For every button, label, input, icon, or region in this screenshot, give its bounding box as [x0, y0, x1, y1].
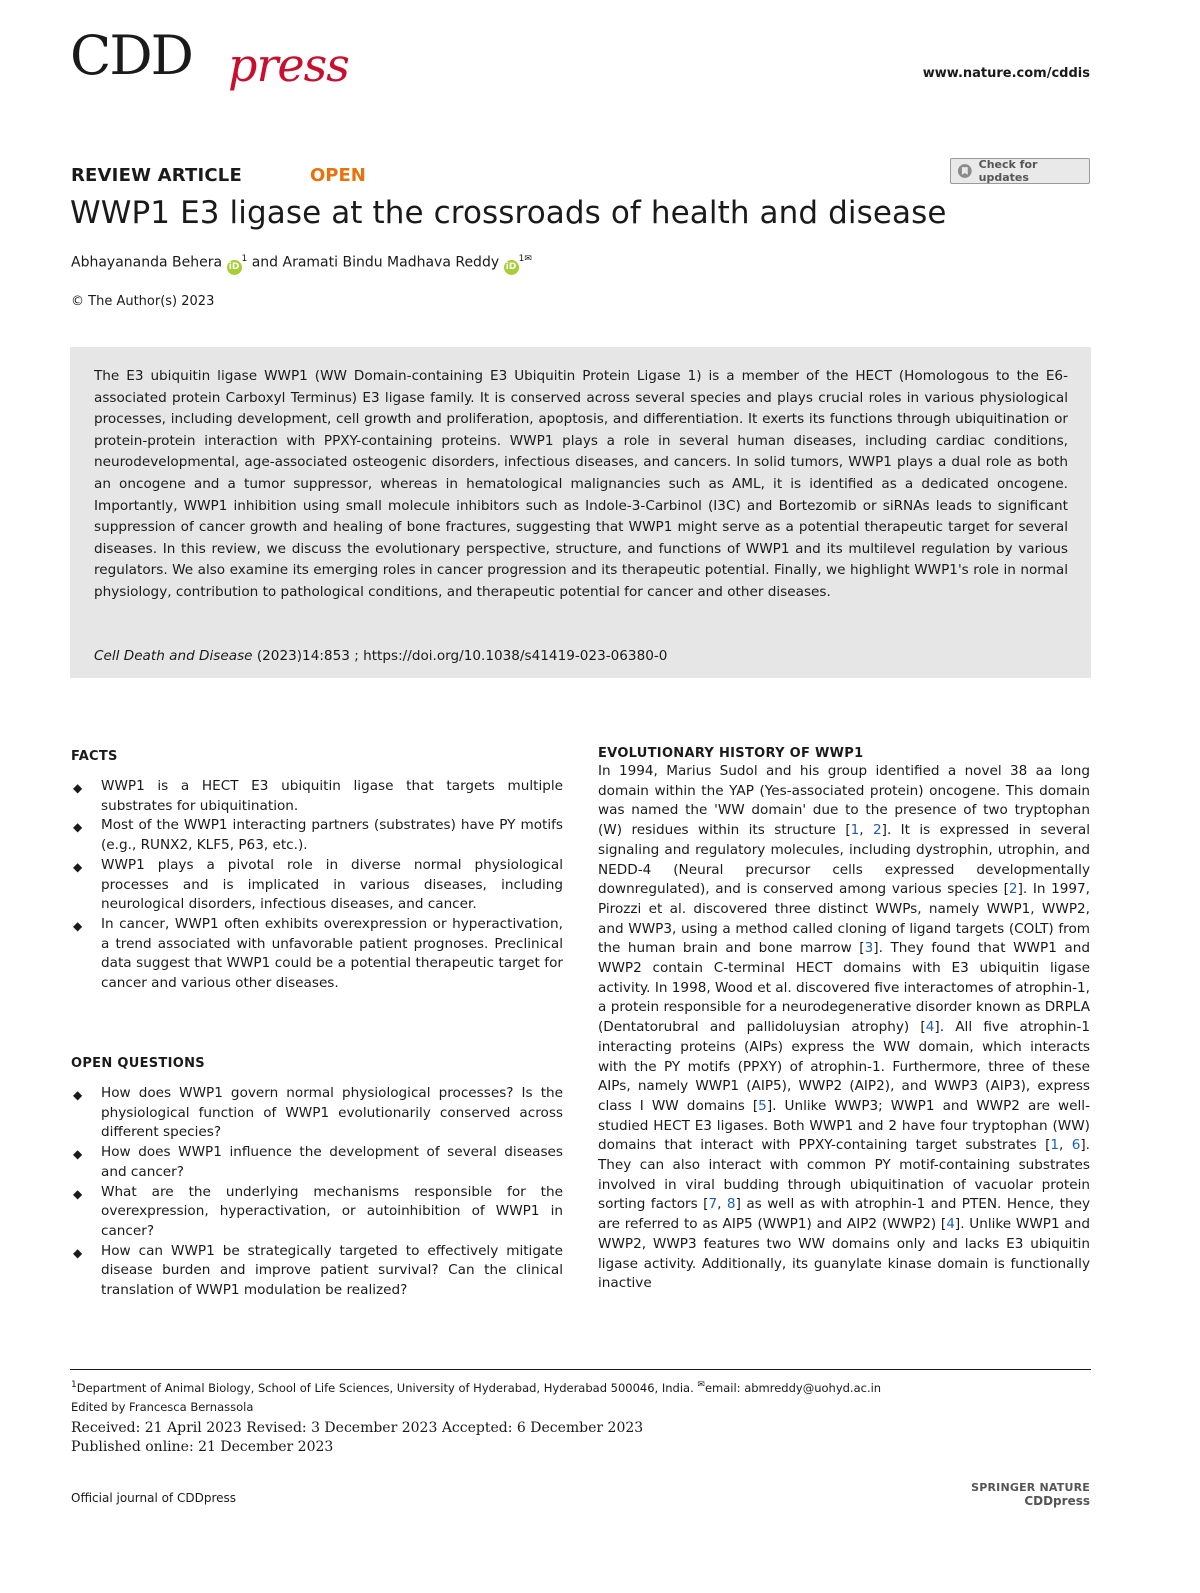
edited-by: Edited by Francesca Bernassola: [71, 1399, 254, 1414]
cddpress-footer-text: CDDpress: [1024, 1494, 1090, 1508]
reference-link[interactable]: 2: [873, 822, 882, 839]
citation-journal: Cell Death and Disease: [94, 648, 253, 664]
reference-link[interactable]: 1: [1050, 1137, 1060, 1154]
open-questions-section: [71, 1056, 563, 1301]
orcid-icon[interactable]: iD: [227, 260, 242, 275]
author-separator: and: [251, 254, 283, 271]
reference-link[interactable]: 7: [708, 1196, 718, 1213]
list-item-text: What are the underlying mechanisms responsible for the overexpression, hyperactivation, or autoinhibition of WWP1 in cancer?: [101, 1183, 563, 1239]
author-list: [71, 254, 532, 275]
list-item-text: WWP1 is a HECT E3 ubiquitin ligase that targets multiple substrates for ubiquitination.: [101, 778, 563, 814]
abstract-text: The E3 ubiquitin ligase WWP1 (WW Domain-containing E3 Ubiquitin Protein Ligase 1) is a member of the HECT (Homologous to the E6-associated protein Carboxyl Terminus) E3 ligase family. It is conserved across several species and plays crucial roles in various physiological processes, including development, cell growth and proliferation, apoptosis, and differentiation. It exerts its functions through ubiquitination or protein-protein interaction with PPXY-containing proteins. WWP1 plays a role in several human diseases, including cardiac conditions, neurodevelopmental, age-associated osteogenic disorders, infectious diseases, and cancers. In solid tumors, WWP1 plays a dual role as both an oncogene and a tumor suppressor, whereas in hematological malignancies such as AML, it is identified as a dedicated oncogene. Importantly, WWP1 inhibition using small molecule inhibitors such as Indole-3-Carbinol (I3C) and Bortezomib or siRNAs leads to significant suppression of cancer growth and healing of bone fractures, suggesting that WWP1 might serve as a potential therapeutic target for several diseases. In this review, we discuss the evolutionary perspective, structure, and functions of WWP1 and its multilevel regulation by various regulators. We also examine its emerging roles in cancer progression and its therapeutic potential. Finally, we highlight WWP1's role in normal physiology, contribution to pathological conditions, and therapeutic potential for cancer and other diseases.: [94, 368, 1068, 600]
list-item: [71, 856, 563, 915]
list-item: [71, 816, 563, 855]
affiliation-text: Department of Animal Biology, School of Life Sciences, University of Hyderabad, Hyderabad 500046, India.: [76, 1380, 698, 1395]
copyright-notice: © The Author(s) 2023: [71, 294, 215, 309]
published-date: Published online: 21 December 2023: [71, 1439, 334, 1455]
bullet-icon: ◆: [73, 1245, 83, 1260]
bullet-icon: ◆: [73, 1186, 83, 1201]
list-item: [71, 777, 563, 816]
evolutionary-history-section: [598, 746, 1090, 1294]
affiliation-footnote: [71, 1376, 881, 1417]
article-title: WWP1 E3 ligase at the crossroads of health and disease: [70, 195, 947, 231]
check-for-updates-button[interactable]: [950, 158, 1090, 184]
list-item-text: How can WWP1 be strategically targeted to effectively mitigate disease burden and improve patient survival? Can the clinical translation of WWP1 modulation be realized?: [101, 1242, 563, 1299]
open-access-label: OPEN: [310, 165, 366, 186]
bullet-icon: ◆: [73, 1088, 83, 1102]
email-envelope-icon[interactable]: ✉: [524, 254, 532, 264]
bullet-icon: ◆: [73, 918, 83, 933]
bullet-icon: ◆: [73, 820, 83, 835]
list-item-text: How does WWP1 govern normal physiological processes? Is the physiological function of WWP1 evolutionarily conserved across different species?: [101, 1085, 563, 1141]
springer-nature-text: SPRINGER NATURE: [971, 1481, 1090, 1494]
list-item: [71, 1183, 563, 1242]
questions-list: [71, 1084, 563, 1301]
received-dates: Received: 21 April 2023 Revised: 3 December 2023 Accepted: 6 December 2023: [71, 1420, 644, 1436]
reference-link[interactable]: 8: [726, 1196, 736, 1213]
check-for-updates-label: Check for updates: [978, 158, 1038, 184]
author-affiliation-sup: 1: [241, 254, 248, 264]
affiliation-sup: 1: [71, 1380, 77, 1390]
reference-link[interactable]: 3: [864, 940, 874, 957]
bullet-icon: ◆: [73, 859, 83, 874]
reference-link[interactable]: 1: [850, 822, 860, 839]
reference-link[interactable]: 5: [758, 1097, 767, 1114]
list-item-text: In cancer, WWP1 often exhibits overexpression or hyperactivation, a trend associated with unfavorable patient prognoses. Preclinical data suggest that WWP1 could be a potential therapeutic target for cancer and various other diseases.: [101, 915, 563, 992]
footer-divider: [70, 1369, 1091, 1370]
list-item-text: WWP1 plays a pivotal role in diverse normal physiological processes and is implicated in various diseases, including neurological disorders, infectious diseases, and cancer.: [101, 856, 563, 913]
reference-link[interactable]: 4: [925, 1019, 935, 1036]
author-email[interactable]: email: abmreddy@uohyd.ac.in: [704, 1380, 882, 1395]
facts-heading: FACTS: [71, 749, 118, 764]
list-item: [71, 1242, 563, 1301]
facts-section: [71, 749, 563, 994]
facts-list: [71, 777, 563, 994]
logo-cdd-text: CDD: [70, 24, 192, 87]
reference-link[interactable]: 6: [1071, 1137, 1081, 1154]
evolution-paragraph: In 1994, Marius Sudol and his group identified a novel 38 aa long domain within the YAP (Yes-associated protein) oncogene. This domain was named the 'WW domain' due to the presence of two tryptophan (W) residues within its structure [1, 2]. It is expressed in several signaling and regulatory molecules, including dystrophin, utrophin, and NEDD-4 (Neural precursor cells expressed developmentally downregulated), and is conserved among various species [2]. In 1997, Pirozzi et al. discovered three distinct WWPs, namely WWP1, WWP2, and WWP3, using a method called cloning of ligand targets (COLT) from the human brain and bone marrow [3]. They found that WWP1 and WWP2 contain C-terminal HECT domains with E3 ubiquitin ligase activity. In 1998, Wood et al. discovered five interactomes of atrophin-1, a protein responsible for a neurodegenerative disorder known as DRPLA (Dentatorubral and pallidoluysian atrophy) [4]. All five atrophin-1 interacting proteins (AIPs) express the WW domain, which interacts with the PY motifs (PPXY) of atrophin-1. Furthermore, three of these AIPs, namely WWP1 (AIP5), WWP2 (AIP2), and WWP3 (AIP3), express class I WW domains [5]. Unlike WWP3; WWP1 and WWP2 are well-studied HECT E3 ligases. Both WWP1 and 2 have four tryptophan (WW) domains that interact with PPXY-containing target substrates [1, 6]. They can also interact with common PY motif-containing substrates involved in viral budding through ubiquitination of vacuolar protein sorting factors [7, 8] as well as with atrophin-1 and PTEN. Hence, they are referred to as AIP5 (WWP1) and AIP2 (WWP2) [4]. Unlike WWP1 and WWP2, WWP3 features two WW domains only and lacks E3 ubiquitin ligase activity. Additionally, its guanylate kinase domain is functionally inactive: [598, 763, 1090, 1292]
list-item-text: Most of the WWP1 interacting partners (substrates) have PY motifs (e.g., RUNX2, KLF5, P63, etc.).: [101, 817, 563, 854]
author-affiliation-sup: 1: [518, 254, 525, 264]
logo-press-text: press: [228, 38, 349, 92]
bullet-icon: ◆: [73, 781, 83, 795]
list-item: [71, 1143, 563, 1182]
orcid-icon[interactable]: iD: [504, 260, 519, 275]
journal-url-link[interactable]: www.nature.com/cddis: [922, 66, 1090, 81]
article-dates: [71, 1419, 643, 1457]
list-item: [71, 1084, 563, 1143]
list-item: [71, 915, 563, 994]
springer-nature-logo: [971, 1481, 1090, 1508]
citation-doi[interactable]: (2023)14:853 ; https://doi.org/10.1038/s41419-023-06380-0: [252, 648, 668, 664]
open-questions-heading: OPEN QUESTIONS: [71, 1056, 205, 1071]
reference-link[interactable]: 4: [946, 1216, 955, 1233]
citation-line: [94, 648, 667, 664]
official-journal-note: Official journal of CDDpress: [71, 1491, 237, 1505]
list-item-text: How does WWP1 influence the development of several diseases and cancer?: [101, 1144, 563, 1180]
evolution-heading: EVOLUTIONARY HISTORY OF WWP1: [598, 746, 864, 761]
author-name[interactable]: Aramati Bindu Madhava Reddy: [282, 254, 500, 271]
reference-link[interactable]: 2: [1008, 881, 1018, 898]
bookmark-icon: [957, 163, 973, 179]
author-name[interactable]: Abhayananda Behera: [71, 254, 223, 271]
email-envelope-icon: ✉: [697, 1380, 705, 1390]
article-type: REVIEW ARTICLE: [71, 165, 242, 186]
bullet-icon: ◆: [73, 1147, 83, 1162]
